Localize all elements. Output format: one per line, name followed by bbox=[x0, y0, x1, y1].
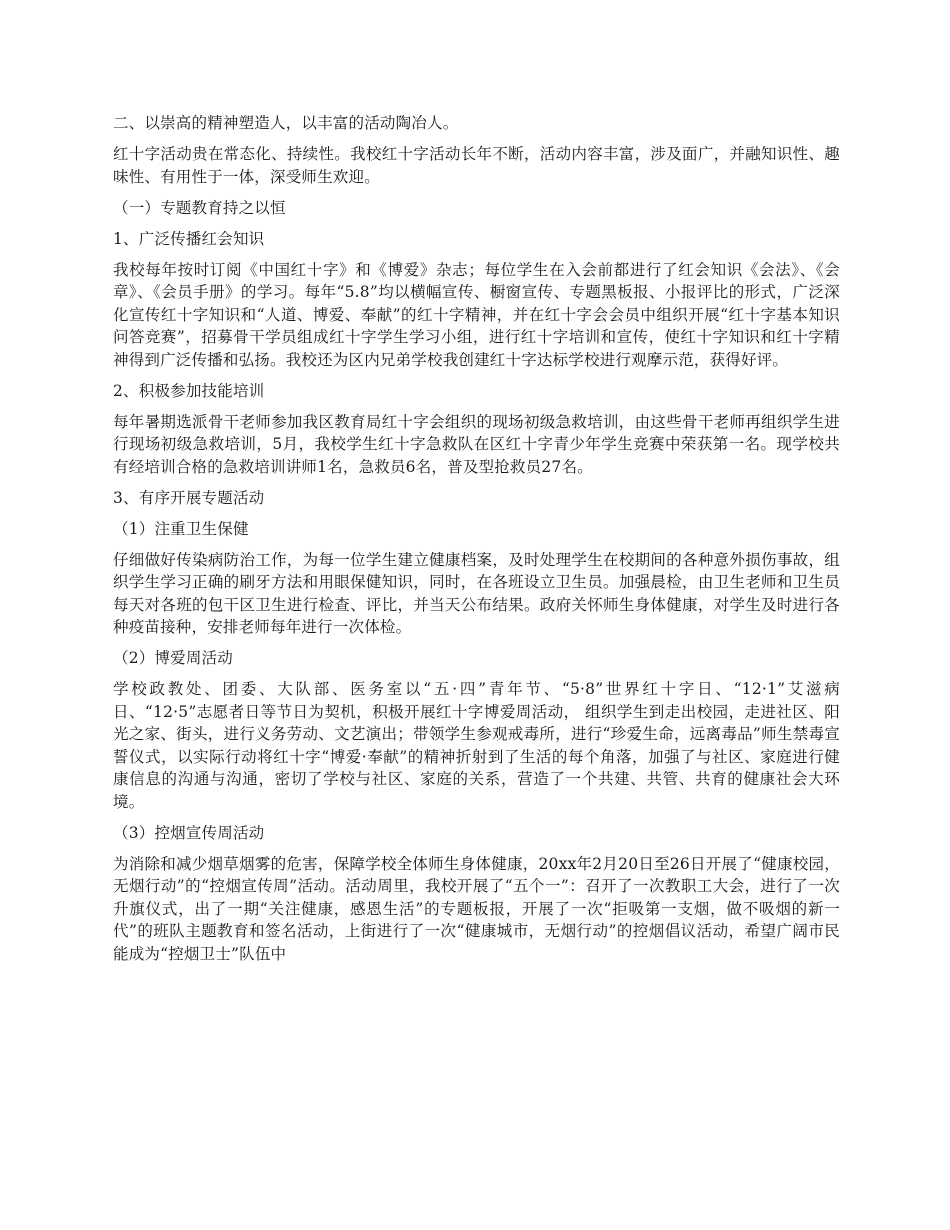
body-paragraph: 我校每年按时订阅《中国红十字》和《博爱》杂志；每位学生在入会前都进行了红会知识《会法》、《会章》、《会员手册》的学习。每年“5.8”均以横幅宣传、橱窗宣传、专题黑板报、小报评比的形式，广泛深化宣传红十字知识和“人道、博爱、奉献”的红十字精神，并在红十字会会员中组织开展“红十字基本知识问答竞赛”，招募骨干学员组成红十字学生学习小组，进行红十字培训和宣传，使红十字知识和红十字精神得到广泛传播和弘扬。我校还为区内兄弟学校我创建红十字达标学校进行观摩示范，获得好评。 bbox=[113, 260, 840, 369]
sub-item-heading: （1）注重卫生保健 bbox=[113, 519, 249, 538]
sub-item-heading: （2）博爱周活动 bbox=[113, 649, 233, 667]
body-paragraph: 每年暑期选派骨干老师参加我区教育局红十字会组织的现场初级急救培训，由这些骨干老师再组织学生进行现场初级急救培训，5月，我校学生红十字急救队在区红十字青少年学生竞赛中荣获第一名。现学校共有经培训合格的急救培训讲师1名，急救员6名，普及型抢救员27名。 bbox=[113, 412, 840, 476]
section-heading: 二、以崇高的精神塑造人，以丰富的活动陶冶人。 bbox=[113, 114, 459, 132]
body-paragraph: 为消除和减少烟草烟雾的危害，保障学校全体师生身体健康，20xx年2月20日至26日开展了“健康校园，无烟行动”的“控烟宣传周”活动。活动周里，我校开展了“五个一”：召开了一次教职工大会，进行了一次升旗仪式，出了一期“关注健康，感恩生活”的专题板报，开展了一次“拒吸第一支烟，做不吸烟的新一代”的班队主题教育和签名活动，上街进行了一次“健康城市，无烟行动”的控烟倡议活动，希望广阔市民能成为“控烟卫士”队伍中 bbox=[113, 854, 840, 963]
document-body bbox=[113, 112, 840, 974]
item-heading: 3、有序开展专题活动 bbox=[113, 488, 265, 507]
sub-item-heading: （3）控烟宣传周活动 bbox=[113, 823, 265, 842]
item-heading: 2、积极参加技能培训 bbox=[113, 381, 265, 400]
subsection-heading: （一）专题教育持之以恒 bbox=[113, 198, 286, 217]
item-heading: 1、广泛传播红会知识 bbox=[113, 229, 265, 248]
body-paragraph: 仔细做好传染病防治工作，为每一位学生建立健康档案，及时处理学生在校期间的各种意外损伤事故，组织学生学习正确的刷牙方法和用眼保健知识，同时，在各班设立卫生员。加强晨检，由卫生老师和卫生员每天对各班的包干区卫生进行检查、评比，并当天公布结果。政府关怀师生身体健康，对学生及时进行各种疫苗接种，安排老师每年进行一次体检。 bbox=[113, 550, 840, 636]
body-paragraph: 红十字活动贵在常态化、持续性。我校红十字活动长年不断，活动内容丰富，涉及面广，并融知识性、趣味性、有用性于一体，深受师生欢迎。 bbox=[113, 145, 840, 186]
body-paragraph: 学校政教处、团委、大队部、医务室以“五·四”青年节、“5·8”世界红十字日、“12·1”艾滋病日、“12·5”志愿者日等节日为契机，积极开展红十字博爱周活动， 组织学生到走出校园，走进社区、阳光之家、街头，进行义务劳动、文艺演出；带领学生参观戒毒所，进行“珍爱生命，远离毒品”师生禁毒宣誓仪式，以实际行动将红十字“博爱·奉献”的精神折射到了生活的每个角落，加强了与社区、家庭进行健康信息的沟通与沟通，密切了学校与社区、家庭的关系，营造了一个共建、共管、共育的健康社会大环境。 bbox=[113, 680, 840, 811]
